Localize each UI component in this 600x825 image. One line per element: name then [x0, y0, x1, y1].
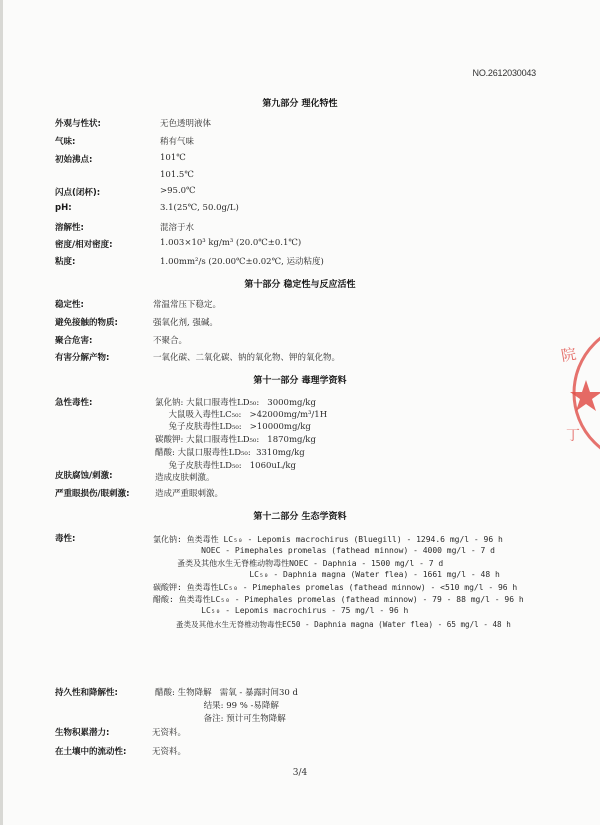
s12-tox-line-2: 蚤类及其他水生无脊椎动物毒性NOEC - Daphnia - 1500 mg/l - 7 d	[153, 559, 444, 568]
s10-label-avoid: 避免接触的物质:	[55, 318, 118, 328]
s9-value-solubility: 混溶于水	[160, 223, 195, 233]
s9-label-appearance: 外观与性状:	[55, 119, 101, 129]
s10-value-decomp: 一氧化碳、二氧化碳、钠的氧化物、钾的氧化物。	[153, 353, 341, 363]
s11-acute-line-1: 大鼠吸入毒性LC₅₀: >42000mg/m³/1H	[155, 410, 328, 420]
s12-tox-line-5: 醋酸: 鱼类毒性LC₅₀ - Pimephales promelas (fathead minnow) - 79 - 88 mg/l - 96 h	[153, 595, 524, 604]
s9-value-appearance: 无色透明液体	[160, 119, 212, 129]
s12-label-mobility: 在土壤中的流动性:	[55, 747, 127, 757]
s9-label-density: 密度/相对密度:	[55, 240, 113, 250]
s9-value-density: 1.003×10³ kg/m³ (20.0℃±0.1℃)	[160, 238, 302, 248]
section11-title: 第十一部分 毒理学资料	[253, 376, 347, 386]
s12-tox-line-6: LC₅₀ - Lepomis macrochirus - 75 mg/l - 96 h	[153, 606, 409, 615]
s11-acute-line-4: 醋酸: 大鼠口服毒性LD₅₀: 3310mg/kg	[155, 448, 305, 458]
red-seal-stamp	[552, 318, 600, 468]
s9-value-ph: 3.1(25℃, 50.0g/L)	[160, 203, 239, 213]
s9-value-boiling-2: 101.5℃	[160, 170, 194, 180]
section10-title: 第十部分 稳定性与反应活性	[244, 280, 356, 290]
page-number: 3/4	[292, 768, 308, 778]
s12-degrade-line-1: 结果: 99 % -易降解	[155, 701, 279, 711]
s12-degrade-line-2: 备注: 预计可生物降解	[155, 714, 286, 724]
svg-text:院: 院	[559, 344, 578, 366]
section9-title: 第九部分 理化特性	[262, 99, 338, 109]
s11-acute-line-5: 兔子皮肤毒性LD₅₀: 1060uL/kg	[155, 461, 296, 471]
s9-label-ph: pH:	[55, 203, 72, 213]
s11-value-eye: 造成严重眼刺激。	[155, 489, 224, 499]
s10-value-avoid: 强氧化剂, 强碱。	[153, 318, 218, 328]
s9-value-boiling: 101℃	[160, 153, 186, 163]
s12-tox-line-1: NOEC - Pimephales promelas (fathead minnow) - 4000 mg/l - 7 d	[153, 546, 495, 555]
s9-label-boiling: 初始沸点:	[55, 155, 93, 165]
s11-value-skin: 造成皮肤刺激。	[155, 473, 215, 483]
svg-text:丁: 丁	[566, 428, 580, 444]
s11-label-acute: 急性毒性:	[55, 398, 93, 408]
s10-value-polymer: 不聚合。	[153, 336, 188, 346]
s11-acute-line-0: 氯化钠: 大鼠口服毒性LD₅₀: 3000mg/kg	[155, 398, 316, 408]
s11-acute-line-2: 兔子皮肤毒性LD₅₀: >10000mg/kg	[155, 422, 311, 432]
s10-label-stability: 稳定性:	[55, 300, 84, 310]
s9-label-flash: 闪点(闭杯):	[55, 188, 101, 198]
s12-label-degrade: 持久性和降解性:	[55, 688, 118, 698]
s9-value-flash: >95.0℃	[160, 186, 196, 196]
s12-degrade-line-0: 醋酸: 生物降解 需氧 - 暴露时间30 d	[155, 688, 298, 698]
document-number: NO.2612030043	[472, 68, 536, 78]
s12-value-mobility: 无资料。	[152, 747, 187, 757]
scan-edge	[0, 0, 3, 825]
s9-value-odor: 稍有气味	[160, 137, 195, 147]
s10-label-polymer: 聚合危害:	[55, 336, 93, 346]
s10-value-stability: 常温常压下稳定。	[153, 300, 222, 310]
s11-label-eye: 严重眼损伤/眼刺激:	[55, 489, 130, 499]
s12-label-bioaccum: 生物积累潜力:	[55, 728, 110, 738]
s12-tox-line-0: 氯化钠: 鱼类毒性 LC₅₀ - Lepomis macrochirus (Bluegill) - 1294.6 mg/l - 96 h	[153, 535, 503, 544]
s12-label-toxicity: 毒性:	[55, 534, 76, 544]
s9-value-viscosity: 1.00mm²/s (20.00℃±0.02℃, 运动粘度)	[160, 257, 324, 267]
section12-title: 第十二部分 生态学资料	[253, 512, 347, 522]
s12-value-bioaccum: 无资料。	[152, 728, 187, 738]
s11-label-skin: 皮肤腐蚀/刺激:	[55, 471, 113, 481]
s12-tox-line-4: 碳酸钾: 鱼类毒性LC₅₀ - Pimephales promelas (fathead minnow) - <510 mg/l - 96 h	[153, 583, 518, 592]
s12-tox-line-3: LC₅₀ - Daphnia magna (Water flea) - 1661 mg/l - 48 h	[153, 570, 500, 579]
s12-tox-line-7: 蚤类及其他水生无脊椎动物毒性EC50 - Daphnia magna (Water flea) - 65 mg/l - 48 h	[153, 620, 511, 629]
s9-label-odor: 气味:	[55, 137, 76, 147]
s10-label-decomp: 有害分解产物:	[55, 353, 110, 363]
s9-label-viscosity: 粘度:	[55, 257, 76, 267]
s11-acute-line-3: 碳酸钾: 大鼠口服毒性LD₅₀: 1870mg/kg	[155, 435, 316, 445]
s9-label-solubility: 溶解性:	[55, 223, 84, 233]
